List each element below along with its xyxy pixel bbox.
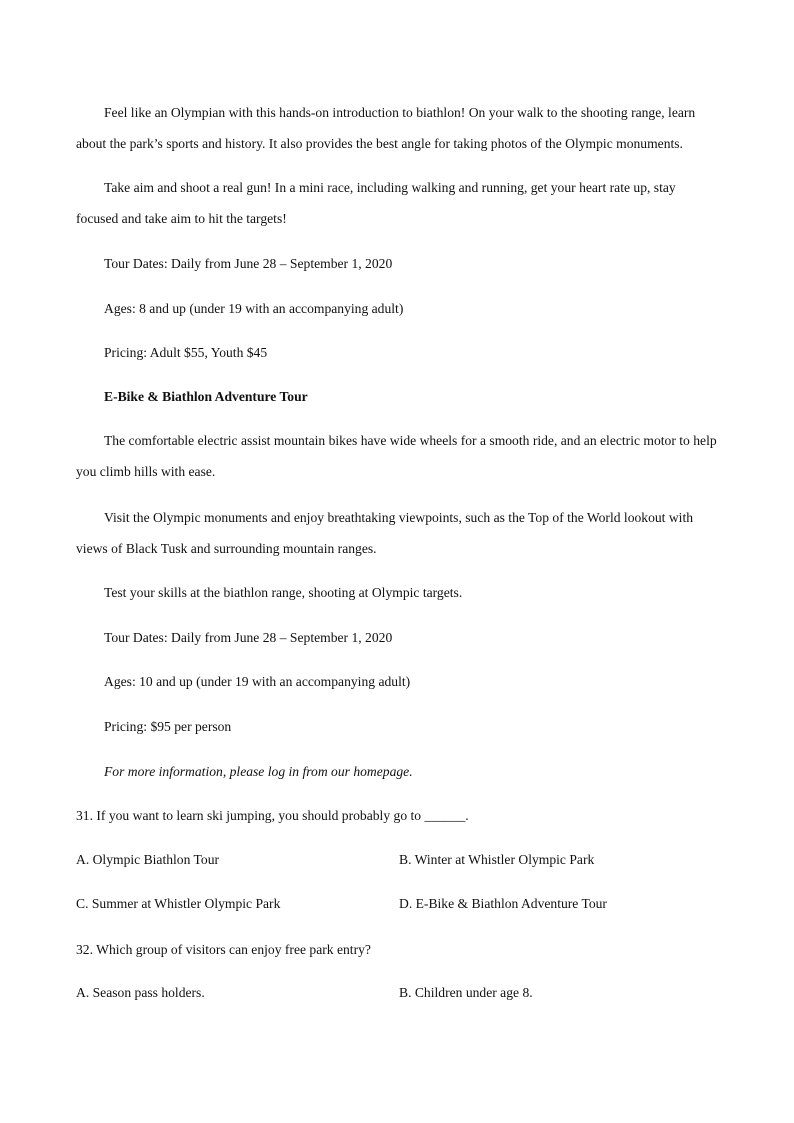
ebike-tour-dates: Tour Dates: Daily from June 28 – September 1, 2020 bbox=[104, 630, 393, 645]
ebike-tour-heading: E-Bike & Biathlon Adventure Tour bbox=[104, 389, 308, 404]
biathlon-ages: Ages: 8 and up (under 19 with an accompanying adult) bbox=[104, 301, 404, 316]
question-32-option-b: B. Children under age 8. bbox=[399, 985, 533, 1000]
question-31-option-b: B. Winter at Whistler Olympic Park bbox=[399, 852, 595, 867]
biathlon-pricing: Pricing: Adult $55, Youth $45 bbox=[104, 345, 268, 360]
biathlon-activity-paragraph: Take aim and shoot a real gun! In a mini race, including walking and running, get your heart rate up, stay focused and take aim to hit the targets! bbox=[76, 180, 676, 226]
question-31-stem: 31. If you want to learn ski jumping, you should probably go to ______. bbox=[76, 808, 469, 823]
ebike-bikes-paragraph: The comfortable electric assist mountain bikes have wide wheels for a smooth ride, and an electric motor to help you climb hills with ease. bbox=[76, 433, 717, 479]
ebike-test-paragraph: Test your skills at the biathlon range, shooting at Olympic targets. bbox=[104, 585, 463, 600]
ebike-pricing: Pricing: $95 per person bbox=[104, 719, 232, 734]
ebike-visit-paragraph: Visit the Olympic monuments and enjoy breathtaking viewpoints, such as the Top of the World lookout with views of Black Tusk and surrounding mountain ranges. bbox=[76, 510, 694, 556]
more-info-note: For more information, please log in from our homepage. bbox=[104, 764, 413, 779]
question-31-option-a: A. Olympic Biathlon Tour bbox=[76, 852, 220, 867]
ebike-ages: Ages: 10 and up (under 19 with an accompanying adult) bbox=[104, 674, 411, 689]
question-31-option-d: D. E-Bike & Biathlon Adventure Tour bbox=[399, 896, 607, 911]
question-31-option-c: C. Summer at Whistler Olympic Park bbox=[76, 896, 281, 911]
question-32-stem: 32. Which group of visitors can enjoy free park entry? bbox=[76, 942, 371, 957]
biathlon-tour-dates: Tour Dates: Daily from June 28 – September 1, 2020 bbox=[104, 256, 393, 271]
question-32-option-a: A. Season pass holders. bbox=[76, 985, 205, 1000]
biathlon-intro-paragraph: Feel like an Olympian with this hands-on introduction to biathlon! On your walk to the shooting range, learn about the park’s sports and history. It also provides the best angle for taking photos of the Olympic monuments. bbox=[76, 105, 696, 151]
